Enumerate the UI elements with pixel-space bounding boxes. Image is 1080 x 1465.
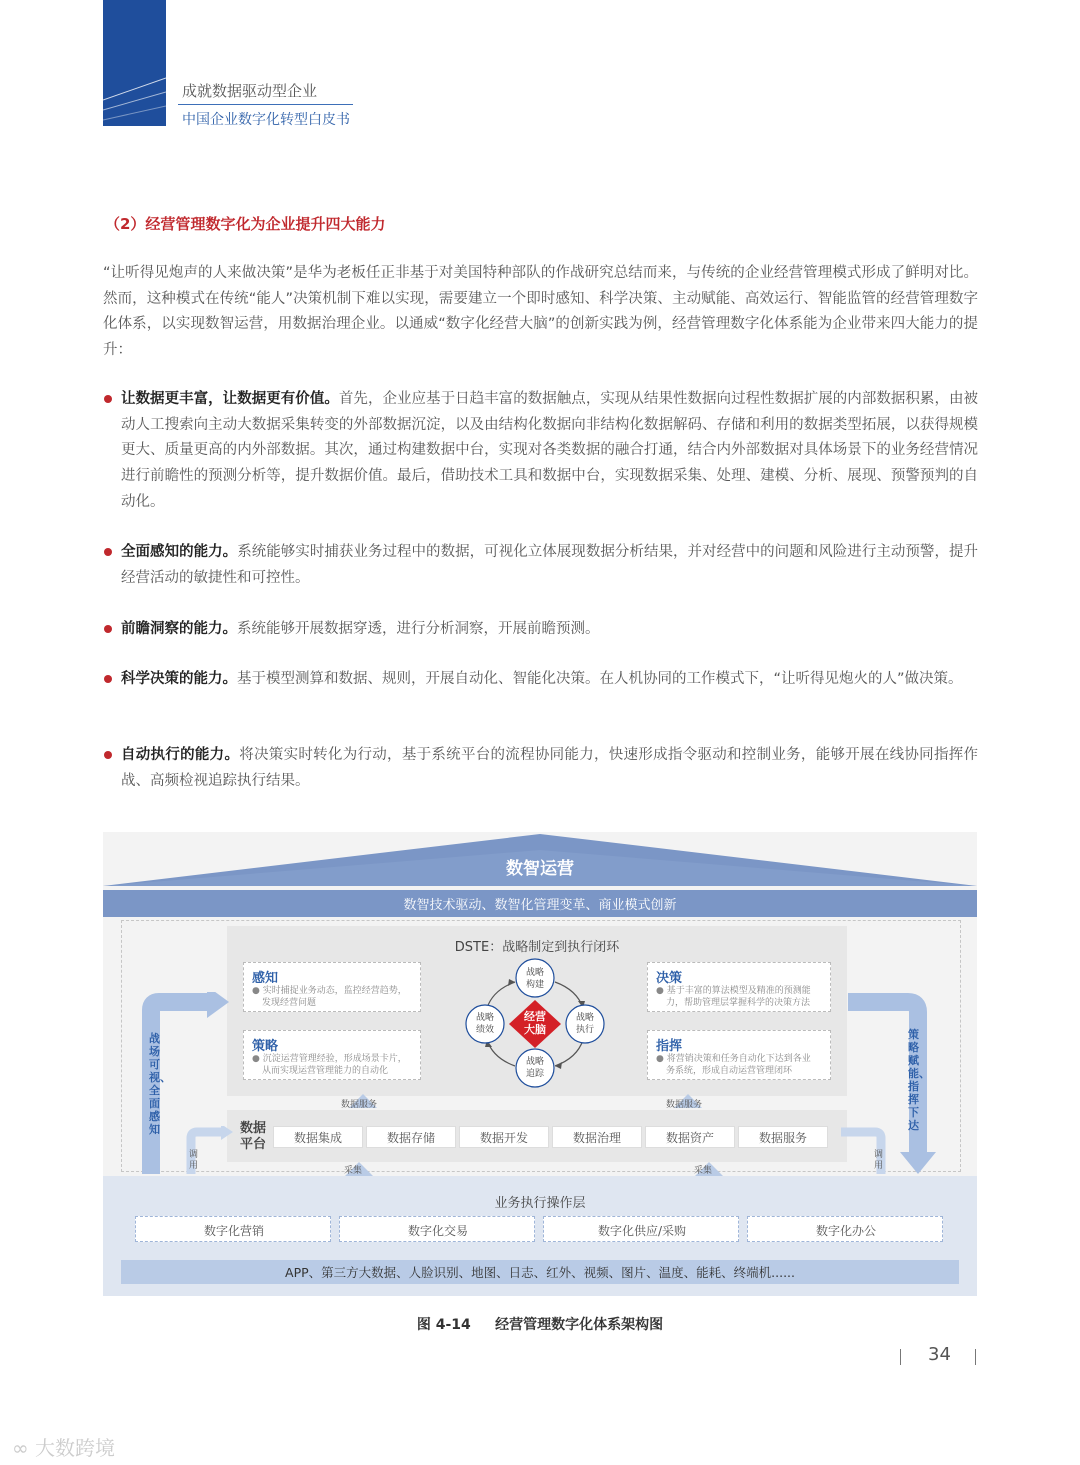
- execution-item-label: 数字化供应/采购: [597, 1224, 687, 1238]
- data-service-label: 数据服务: [341, 1100, 378, 1110]
- footer-logo-text: 大数跨境: [35, 1436, 116, 1460]
- capability-title: 感知: [252, 971, 279, 986]
- execution-item: [747, 1216, 943, 1242]
- intro-paragraph: “让听得见炮声的人来做决策”是华为老板任正非基于对美国特种部队的作战研究总结而来，与传统的企业经营管理模式形成了鲜明对比。然而，这种模式在传统“能人”决策机制下难以实现，需要建立一个即时感知、科学决策、主动赋能、高效运行、智能监管的经营管理数字化体系，以实现数智运营，用数据治理企业。以通威“数字化经营大脑”的创新实践为例，经营管理数字化体系能为企业带来四大能力的提升：: [103, 265, 978, 359]
- capability-desc: 发现经营问题: [262, 998, 317, 1008]
- bullet-item: [103, 743, 978, 794]
- top-band: 数智技术驱动、数智化管理变革、商业模式创新: [103, 890, 977, 917]
- bullet-body: 将决策实时转化为行动，基于系统平台的流程协同能力，快速形成指令驱动和控制业务，能够开展在线协同指挥作战、高频检视追踪执行结果。: [121, 747, 978, 789]
- capability-desc: ● 沉淀运营管理经验，形成场景卡片，: [252, 1054, 407, 1064]
- capability-card-perceive: [243, 962, 421, 1012]
- call-label-line: 调: [874, 1150, 884, 1160]
- bullet-title: 全面感知的能力。: [121, 544, 238, 560]
- figure-caption: [0, 1314, 1080, 1334]
- left-vertical-label: 战场可视、全面感知: [149, 1032, 171, 1136]
- call-label-line: 用: [189, 1161, 199, 1171]
- header-divider: [178, 104, 353, 105]
- cycle-node-line: 绩效: [475, 1025, 494, 1035]
- header-title: 成就数据驱动型企业: [182, 82, 318, 100]
- capability-title: 策略: [252, 1039, 279, 1054]
- bullet-title: 科学决策的能力。: [121, 671, 237, 687]
- execution-layer-title: 业务执行操作层: [494, 1196, 586, 1211]
- bullet-body: 系统能够开展数据穿透，进行分析洞察，开展前瞻预测。: [237, 621, 600, 637]
- platform-item: 数据存储: [366, 1126, 456, 1148]
- cycle-node-line: 执行: [575, 1025, 594, 1035]
- capability-card-strategy: [243, 1030, 421, 1080]
- brand-lines-graphic: [103, 0, 166, 126]
- call-label-left: [189, 1150, 198, 1172]
- dste-title: DSTE：战略制定到执行闭环: [454, 940, 620, 955]
- data-service-label: 数据服务: [666, 1100, 703, 1110]
- cycle-node-line: 战略: [525, 1057, 544, 1067]
- section-heading: （2）经营管理数字化为企业提升四大能力: [105, 215, 386, 233]
- call-label-line: 用: [874, 1161, 884, 1171]
- call-label-line: 调: [189, 1150, 199, 1160]
- capability-desc: ● 实时捕捉业务动态，监控经营趋势，: [252, 986, 407, 996]
- bullet-body: 基于模型测算和数据、规则，开展自动化、智能化决策。在人机协同的工作模式下，“让听得见炮火的人”做决策。: [237, 671, 963, 687]
- platform-item: 数据开发: [459, 1126, 549, 1148]
- page-number-divider: [975, 1349, 976, 1365]
- header-brand-bar: [103, 0, 166, 126]
- cycle-node-line: 构建: [525, 980, 544, 990]
- bullet-title: 自动执行的能力。: [121, 747, 240, 763]
- collect-label: 采集: [694, 1166, 713, 1176]
- right-vertical-label: 策略赋能、指挥下达: [908, 1028, 930, 1132]
- execution-item: [339, 1216, 535, 1242]
- architecture-diagram: [103, 832, 977, 1296]
- capability-desc: 从而实现运营管理能力的自动化: [262, 1066, 389, 1076]
- cycle-node-line: 追踪: [525, 1069, 544, 1079]
- execution-item-label: 数字化营销: [203, 1224, 264, 1238]
- cycle-node-execute: [570, 1012, 600, 1036]
- cycle-node-line: 战略: [525, 968, 544, 978]
- execution-item-label: 数字化交易: [407, 1224, 468, 1238]
- capability-desc: 力，帮助管理层掌握科学的决策方法: [666, 998, 811, 1008]
- cycle-center-label: [515, 1010, 555, 1036]
- capability-desc: 务系统，形成自动运营管理闭环: [666, 1066, 793, 1076]
- cycle-node-line: 战略: [475, 1013, 494, 1023]
- platform-title-line: 平台: [240, 1137, 267, 1152]
- data-platform-title: [240, 1121, 266, 1153]
- page-number-divider: [900, 1349, 901, 1365]
- bullet-item: [103, 540, 978, 591]
- capability-card-command: [647, 1030, 831, 1080]
- bullet-dot: [104, 751, 112, 759]
- call-label-right: [874, 1150, 883, 1172]
- bullet-body: 首先，企业应基于日趋丰富的数据触点，实现从结果性数据向过程性数据扩展的内部数据积累，由被动人工搜索向主动大数据采集转变的外部数据沉淀，以及由结构化数据向非结构化数据解码、存储和利用的数据类型拓展，以获得规模更大、质量更高的内外部数据。其次，通过构建数据中台，实现对各类数据的融合打通，结合内外部数据对具体场景下的业务经营情况进行前瞻性的预测分析等，提升数据价值。最后，借助技术工具和数据中台，实现数据采集、处理、建模、分析、展现、预警预判的自动化。: [121, 391, 978, 510]
- bullet-dot: [104, 395, 112, 403]
- capability-title: 决策: [656, 971, 683, 986]
- footer-logo: [12, 1432, 115, 1461]
- data-sources-band: APP、第三方大数据、人脸识别、地图、日志、红外、视频、图片、温度、能耗、终端机......: [121, 1260, 959, 1284]
- bullet-dot: [104, 625, 112, 633]
- footer-logo-icon: ∞: [12, 1436, 29, 1460]
- capability-desc: ● 将营销决策和任务自动化下达到各业: [656, 1054, 811, 1064]
- bullet-item: [103, 617, 978, 643]
- cycle-center-line: 经营: [524, 1010, 546, 1023]
- platform-item: 数据资产: [645, 1126, 735, 1148]
- header-subtitle: 中国企业数字化转型白皮书: [182, 112, 350, 128]
- bullet-dot: [104, 675, 112, 683]
- platform-item: 数据集成: [273, 1126, 363, 1148]
- collect-label: 采集: [344, 1166, 363, 1176]
- page-number: 34: [928, 1344, 951, 1365]
- capability-title: 指挥: [656, 1039, 683, 1054]
- capability-desc: ● 基于丰富的算法模型及精准的预测能: [656, 986, 811, 996]
- platform-item: 数据治理: [552, 1126, 642, 1148]
- cycle-node-track: [520, 1056, 550, 1080]
- execution-item-label: 数字化办公: [815, 1224, 876, 1238]
- bullet-title: 让数据更丰富，让数据更有价值。: [121, 391, 339, 407]
- cycle-node-build: [520, 967, 550, 991]
- platform-title-line: 数据: [240, 1121, 267, 1136]
- capability-card-decide: [647, 962, 831, 1012]
- cycle-node-performance: [470, 1012, 500, 1036]
- platform-item: 数据服务: [738, 1126, 828, 1148]
- figure-number: 图 4-14: [416, 1317, 471, 1333]
- roof-label: 数智运营: [506, 859, 574, 879]
- execution-item: [543, 1216, 739, 1242]
- cycle-node-line: 战略: [575, 1013, 594, 1023]
- bullet-dot: [104, 548, 112, 556]
- bullet-title: 前瞻洞察的能力。: [121, 621, 237, 637]
- bullet-body: 系统能够实时捕获业务过程中的数据，可视化立体展现数据分析结果，并对经营中的问题和风险进行主动预警，提升经营活动的敏捷性和可控性。: [121, 544, 979, 586]
- figure-title: 经营管理数字化体系架构图: [495, 1317, 664, 1333]
- cycle-center-line: 大脑: [524, 1023, 546, 1036]
- bullet-item: [103, 387, 978, 516]
- bullet-item: [103, 667, 978, 693]
- execution-item: [135, 1216, 331, 1242]
